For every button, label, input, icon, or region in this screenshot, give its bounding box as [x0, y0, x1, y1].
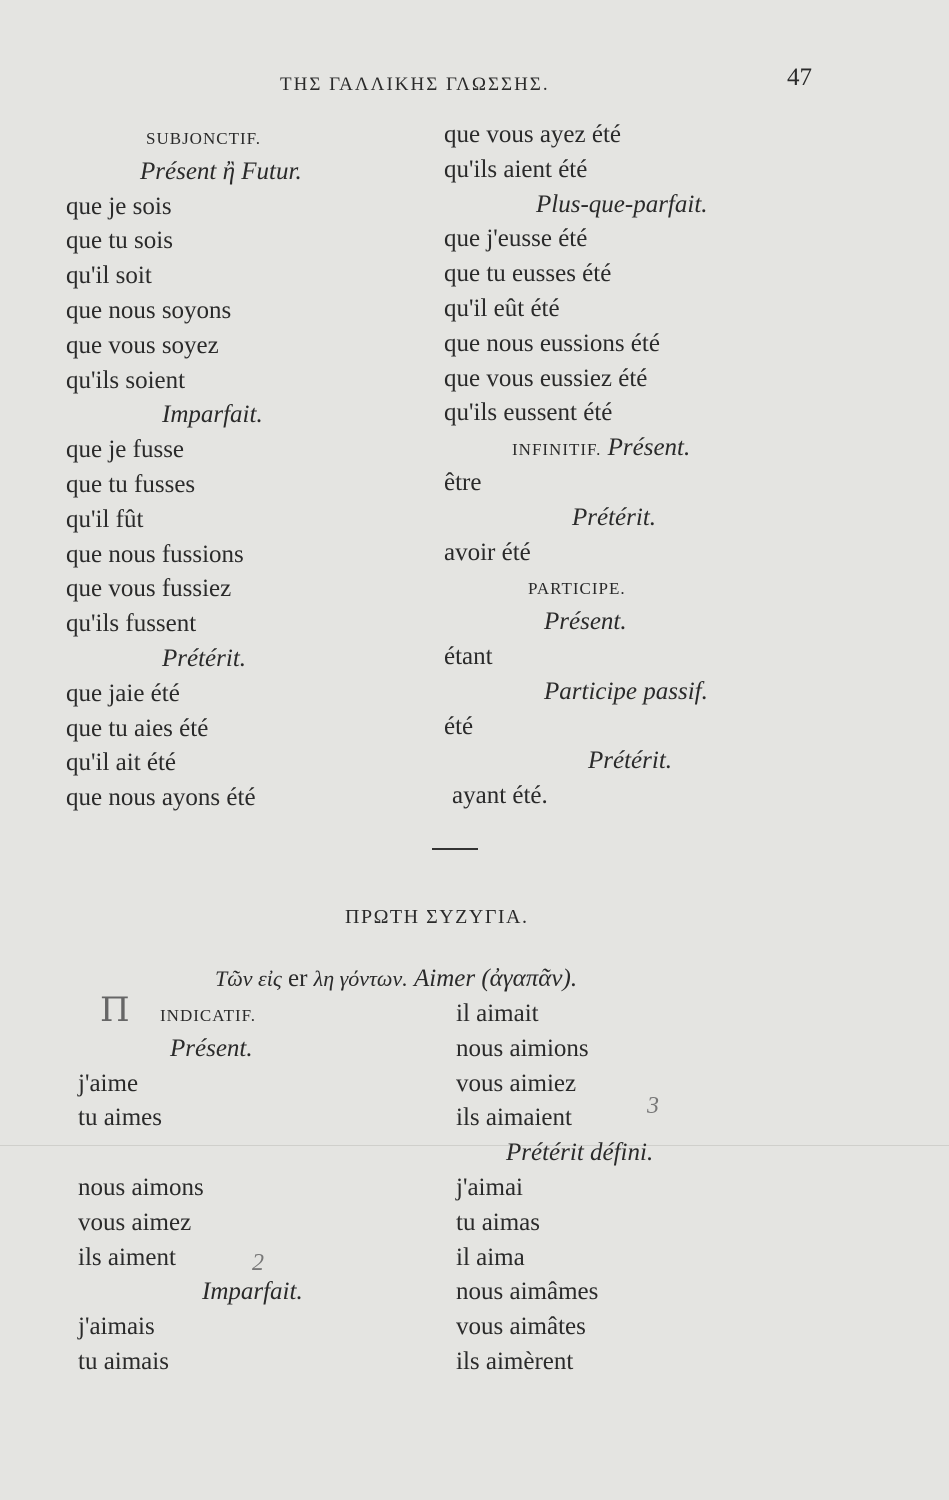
text-line — [66, 329, 406, 364]
text-line — [444, 466, 804, 501]
tense-heading: Participe passif. — [544, 677, 708, 705]
text-line — [444, 257, 804, 292]
text-line — [444, 640, 804, 675]
text-line — [456, 997, 816, 1032]
text-line — [78, 1206, 418, 1241]
pencil-mark-3: 3 — [647, 1093, 659, 1119]
tense-heading: Imparfait. — [162, 401, 263, 429]
upper-right-column — [444, 118, 804, 814]
text-line — [66, 503, 406, 538]
section-label: INFINITIF. — [512, 440, 602, 460]
tense-heading: Présent. — [601, 434, 691, 462]
conjugation-form: qu'ils eussent été — [444, 399, 613, 427]
text-line — [66, 120, 406, 155]
conjugation-form: que tu aies été — [66, 714, 209, 742]
conjugation-form: qu'ils fussent — [66, 610, 197, 638]
text-line — [78, 1241, 418, 1276]
pencil-mark-2: 2 — [252, 1250, 264, 1276]
text-line — [444, 605, 804, 640]
conjugation-form: que vous soyez — [66, 331, 219, 359]
conjugation-form: ils aiment — [78, 1243, 176, 1271]
text-line — [66, 538, 406, 573]
text-line — [456, 1310, 816, 1345]
conjugation-form: que nous soyons — [66, 296, 232, 324]
text-line — [456, 1032, 816, 1067]
text-line — [444, 675, 804, 710]
tense-heading: Imparfait. — [202, 1278, 303, 1306]
text-line — [66, 190, 406, 225]
text-line — [78, 1310, 418, 1345]
conjugation-form: il aimait — [456, 1000, 539, 1027]
conjugation-form: que je fusse — [66, 436, 185, 464]
page-number: 47 — [787, 64, 812, 91]
subtitle-greek-2: λη γόντων. — [313, 966, 408, 991]
text-line — [444, 431, 804, 466]
text-line — [66, 433, 406, 468]
conjugation-form: été — [444, 712, 474, 740]
text-line — [66, 677, 406, 712]
conjugation-form: qu'ils aient été — [444, 155, 588, 183]
conjugation-form: vous aimâtes — [456, 1313, 586, 1341]
tense-heading: Présent. — [170, 1034, 253, 1062]
text-line — [66, 781, 406, 816]
conjugation-form: qu'il soit — [66, 262, 152, 290]
conjugation-form: que j'eusse été — [444, 225, 588, 253]
conjugation-form: que vous eussiez été — [444, 364, 648, 392]
text-line — [78, 1171, 418, 1206]
conjugation-form: tu aimes — [78, 1104, 163, 1132]
tense-heading: Présent. — [544, 608, 627, 636]
text-line — [456, 1171, 816, 1206]
text-line — [66, 259, 406, 294]
text-line — [78, 997, 418, 1032]
tense-heading: Présent ἢ Futur. — [140, 157, 302, 185]
pencil-margin-mark: Π — [100, 990, 130, 1030]
conjugation-form: que je sois — [66, 192, 172, 220]
running-header: ΤΗΣ ΓΑΛΛΙΚΗΣ ΓΛΩΣΣΗΣ. — [280, 74, 550, 95]
conjugation-form: j'aimai — [456, 1173, 523, 1201]
text-line — [66, 607, 406, 642]
conjugation-form: nous aimâmes — [456, 1278, 599, 1306]
text-line — [66, 572, 406, 607]
conjugation-form: il aima — [456, 1243, 525, 1271]
text-line — [78, 1101, 418, 1136]
text-line — [456, 1206, 816, 1241]
text-line — [456, 1101, 816, 1136]
conjugation-form: qu'ils soient — [66, 366, 186, 394]
text-line — [66, 468, 406, 503]
text-line — [66, 155, 406, 190]
text-line — [444, 744, 804, 779]
conjugation-form: que tu eusses été — [444, 260, 612, 288]
subtitle-greek: Τῶν εἰς — [215, 966, 282, 991]
text-line — [78, 1032, 418, 1067]
conjugation-form: ayant été. — [452, 782, 548, 810]
conjugation-form: que tu fusses — [66, 470, 196, 498]
text-line — [66, 746, 406, 781]
text-line — [78, 1136, 418, 1171]
lower-left-column — [78, 997, 418, 1380]
lower-right-column — [456, 997, 816, 1380]
tense-heading: Prétérit. — [588, 747, 673, 775]
conjugation-form: j'aime — [78, 1069, 139, 1097]
conjugation-form: qu'il fût — [66, 505, 144, 533]
conjugation-form: ils aimaient — [456, 1104, 572, 1132]
conjugation-form: étant — [444, 642, 493, 670]
conjugation-form: vous aimez — [78, 1208, 192, 1236]
section-subtitle — [215, 965, 577, 993]
text-line — [444, 396, 804, 431]
text-line — [78, 1067, 418, 1102]
text-line — [444, 779, 804, 814]
text-line — [456, 1275, 816, 1310]
text-line — [66, 294, 406, 329]
conjugation-form: tu aimais — [78, 1347, 169, 1375]
text-line — [78, 1345, 418, 1380]
tense-heading: Prétérit. — [572, 503, 657, 531]
text-line — [444, 222, 804, 257]
section-label: PARTICIPE. — [528, 579, 626, 599]
conjugation-form: que tu sois — [66, 227, 173, 255]
tense-heading: Plus-que-parfait. — [536, 190, 708, 218]
subtitle-rest: Aimer (ἀγαπᾶν). — [407, 965, 578, 992]
text-line — [66, 224, 406, 259]
text-line — [444, 188, 804, 223]
text-line — [444, 292, 804, 327]
conjugation-form: ils aimèrent — [456, 1347, 574, 1375]
tense-heading: Prétérit. — [162, 644, 247, 672]
conjugation-form: tu aimas — [456, 1208, 541, 1236]
conjugation-form: que nous ayons été — [66, 784, 256, 812]
conjugation-form: que jaie été — [66, 679, 180, 707]
section-label: INDICATIF. — [160, 1006, 256, 1025]
conjugation-form: que vous ayez été — [444, 121, 622, 148]
conjugation-form: j'aimais — [78, 1313, 155, 1341]
text-line — [444, 710, 804, 745]
conjugation-form: que nous fussions — [66, 540, 244, 568]
section-title: ΠΡΩΤΗ ΣΥΖΥΓΙΑ. — [345, 906, 529, 928]
text-line — [456, 1136, 816, 1171]
text-line — [444, 362, 804, 397]
text-line — [66, 642, 406, 677]
conjugation-form: nous aimions — [456, 1034, 589, 1062]
conjugation-form: qu'il eût été — [444, 294, 560, 322]
text-line — [444, 536, 804, 571]
section-label: SUBJONCTIF. — [146, 129, 261, 148]
text-line — [444, 570, 804, 605]
text-line — [456, 1241, 816, 1276]
conjugation-form: vous aimiez — [456, 1069, 577, 1097]
conjugation-form: que nous eussions été — [444, 329, 660, 357]
tense-heading: Prétérit défini. — [506, 1139, 654, 1167]
text-line — [66, 364, 406, 399]
conjugation-form: être — [444, 468, 482, 496]
text-line — [78, 1275, 418, 1310]
text-line — [444, 118, 804, 153]
text-line — [444, 153, 804, 188]
upper-left-column — [66, 120, 406, 816]
conjugation-form: nous aimons — [78, 1173, 204, 1201]
text-line — [66, 398, 406, 433]
conjugation-form: que vous fussiez — [66, 575, 232, 603]
subtitle-mid: er — [281, 965, 314, 992]
text-line — [456, 1345, 816, 1380]
text-line — [444, 327, 804, 362]
text-line — [444, 501, 804, 536]
conjugation-form: qu'il ait été — [66, 749, 177, 777]
text-line — [66, 712, 406, 747]
section-divider — [432, 848, 478, 850]
text-line — [456, 1067, 816, 1102]
conjugation-form: avoir été — [444, 538, 531, 566]
